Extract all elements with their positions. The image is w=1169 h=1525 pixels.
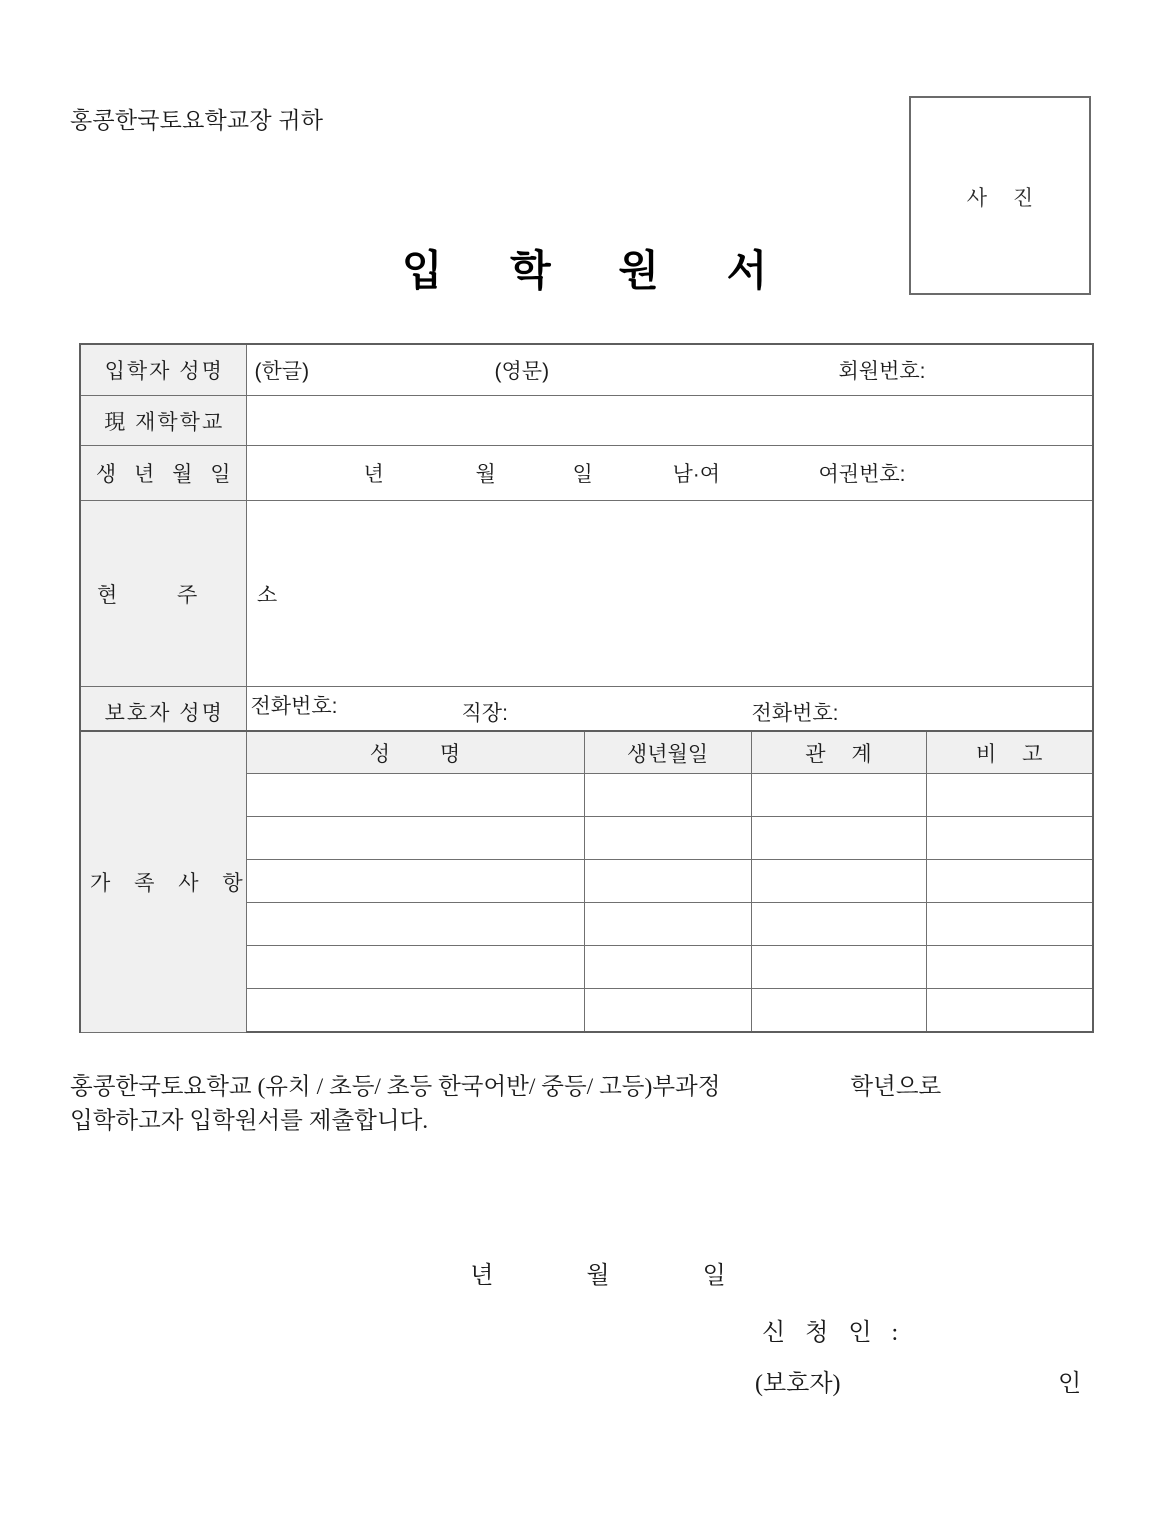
submission-date-line	[0, 1228, 1169, 1317]
member-number-label: 회원번호:	[838, 360, 926, 383]
family-side-label: 가 족 사 항	[80, 731, 246, 1032]
family-cell-birthdate[interactable]	[584, 903, 751, 946]
family-cell-name[interactable]	[246, 774, 584, 817]
table-row	[80, 344, 1093, 396]
page-title: 입 학 원 서	[401, 247, 796, 294]
family-info-table	[79, 730, 1094, 1033]
column-header-name: 성 명	[246, 731, 584, 774]
table-row	[80, 396, 1093, 446]
applicant-name-fields	[246, 344, 1093, 396]
name-hangul-label: (한글)	[254, 360, 310, 383]
family-cell-birthdate[interactable]	[584, 817, 751, 860]
family-cell-name[interactable]	[246, 989, 584, 1033]
name-english-label: (영문)	[494, 360, 550, 383]
date-month-label: 월	[586, 1263, 611, 1289]
current-school-value[interactable]	[246, 396, 1093, 446]
birth-day-label: 일	[572, 463, 593, 486]
row-label-current-school: 現 재학학교	[80, 396, 246, 446]
applicant-info-table	[79, 343, 1094, 739]
family-cell-name[interactable]	[246, 903, 584, 946]
date-day-label: 일	[702, 1263, 727, 1289]
column-header-birthdate: 생년월일	[584, 731, 751, 774]
family-cell-remarks[interactable]	[926, 946, 1093, 989]
column-header-relation: 관 계	[751, 731, 926, 774]
family-cell-name[interactable]	[246, 817, 584, 860]
family-cell-relation[interactable]	[751, 946, 926, 989]
column-header-remarks: 비 고	[926, 731, 1093, 774]
table-row	[80, 501, 1093, 687]
photo-box-label: 사 진	[966, 187, 1044, 210]
family-cell-name[interactable]	[246, 946, 584, 989]
family-cell-birthdate[interactable]	[584, 989, 751, 1033]
passport-number-label: 여권번호:	[818, 463, 906, 486]
family-cell-birthdate[interactable]	[584, 774, 751, 817]
birthdate-fields	[246, 446, 1093, 501]
family-cell-birthdate[interactable]	[584, 946, 751, 989]
table-row	[80, 446, 1093, 501]
row-label-address: 현 주 소	[80, 501, 246, 687]
signature-seal-label: 인	[1058, 1371, 1082, 1397]
date-year-label: 년	[470, 1263, 495, 1289]
sex-selection-label[interactable]: 남·여	[672, 463, 721, 486]
statement-grade-label: 학년으로	[850, 1074, 942, 1100]
family-cell-remarks[interactable]	[926, 989, 1093, 1033]
family-cell-remarks[interactable]	[926, 903, 1093, 946]
row-label-guardian-name: 보호자 성명	[80, 687, 246, 739]
family-cell-birthdate[interactable]	[584, 860, 751, 903]
row-label-applicant-name: 입학자 성명	[80, 344, 246, 396]
signature-block	[755, 1312, 1085, 1397]
guardian-phone-label: 전화번호:	[751, 702, 839, 725]
family-cell-remarks[interactable]	[926, 817, 1093, 860]
birth-year-label: 년	[363, 463, 384, 486]
row-label-birthdate: 생 년 월 일	[80, 446, 246, 501]
statement-line-1	[70, 1070, 1105, 1104]
family-cell-remarks[interactable]	[926, 774, 1093, 817]
table-header-row	[80, 731, 1093, 774]
guardian-workplace-label: 직장:	[461, 702, 508, 725]
family-cell-relation[interactable]	[751, 903, 926, 946]
addressee-line: 홍콩한국토요학교장 귀하	[70, 107, 324, 133]
address-phone-label: 전화번호:	[250, 694, 338, 718]
statement-line-2: 입학하고자 입학원서를 제출합니다.	[70, 1108, 429, 1134]
statement-line-1-text: 홍콩한국토요학교 (유치 / 초등/ 초등 한국어반/ 중등/ 고등)부과정	[70, 1074, 721, 1100]
family-cell-remarks[interactable]	[926, 860, 1093, 903]
family-cell-relation[interactable]	[751, 774, 926, 817]
family-cell-relation[interactable]	[751, 860, 926, 903]
signature-applicant-label: 신 청 인 :	[762, 1320, 906, 1346]
signature-guardian-label: (보호자)	[755, 1371, 841, 1397]
family-cell-relation[interactable]	[751, 989, 926, 1033]
family-cell-name[interactable]	[246, 860, 584, 903]
birth-month-label: 월	[475, 463, 496, 486]
statement-paragraph	[70, 1070, 1105, 1138]
family-cell-relation[interactable]	[751, 817, 926, 860]
